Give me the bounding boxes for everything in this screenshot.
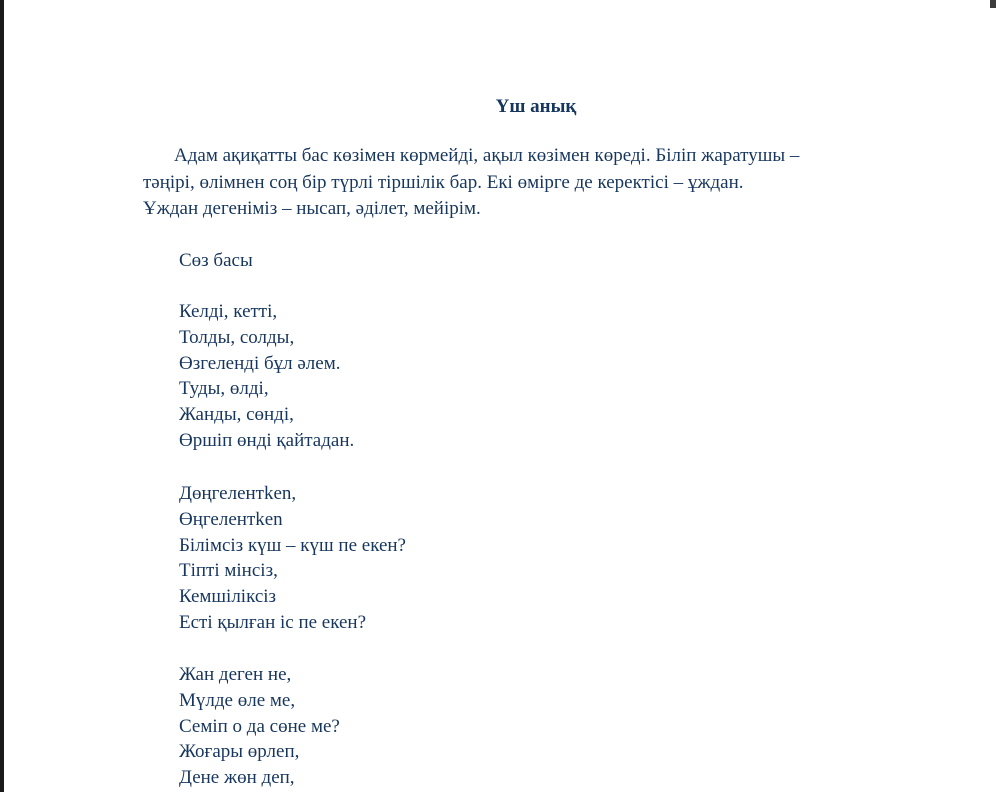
intro-line: Адам ақиқатты бас көзімен көрмейді, ақыл көзімен көреді. Біліп жаратушы – [174,145,800,166]
verse-line: Тіпті мінсіз, [179,560,278,582]
verse-line: Жан деген не, [179,664,292,685]
verse-line: Өршіп өнді қайтадан. [179,429,355,451]
verse-line: Кемшіліксіз [179,586,277,608]
stanza-2 [179,481,406,636]
verse-line: Жанды, сөнді, [179,404,294,426]
verse-line: Дөңгелентken, [179,483,297,504]
document-title: Үш анық [495,96,577,117]
verse-line: Мүлде өле ме, [179,689,296,711]
stanza-3 [179,662,340,791]
verse-line: Келді, кетті, [179,301,278,322]
section-heading: Сөз басы [179,250,253,271]
intro-line: тәңірі, өлімнен соң бір түрлі тіршілік бар. Екі өмірге де керектісі – ұждан. [143,171,744,193]
verse-line: Есті қылған іс пе екен? [179,611,367,633]
intro-line: Ұждан дегеніміз – нысап, әділет, мейірім. [143,198,481,219]
verse-line: Толды, солды, [179,326,295,348]
intro-paragraph [143,143,943,223]
verse-line: Жоғары өрлеп, [179,741,300,763]
verse-line: Білімсіз күш – күш пе екен? [179,534,406,556]
stanza-1 [179,299,354,454]
verse-line: Өзгеленді бұл әлем. [179,352,341,374]
verse-line: Семіп о да сөне ме? [179,715,340,737]
verse-line: Туды, өлді, [179,378,269,400]
verse-line: Өңгелентken [179,508,283,530]
verse-line: Дене жөн деп, [179,767,295,789]
section-heading-block [179,248,253,274]
